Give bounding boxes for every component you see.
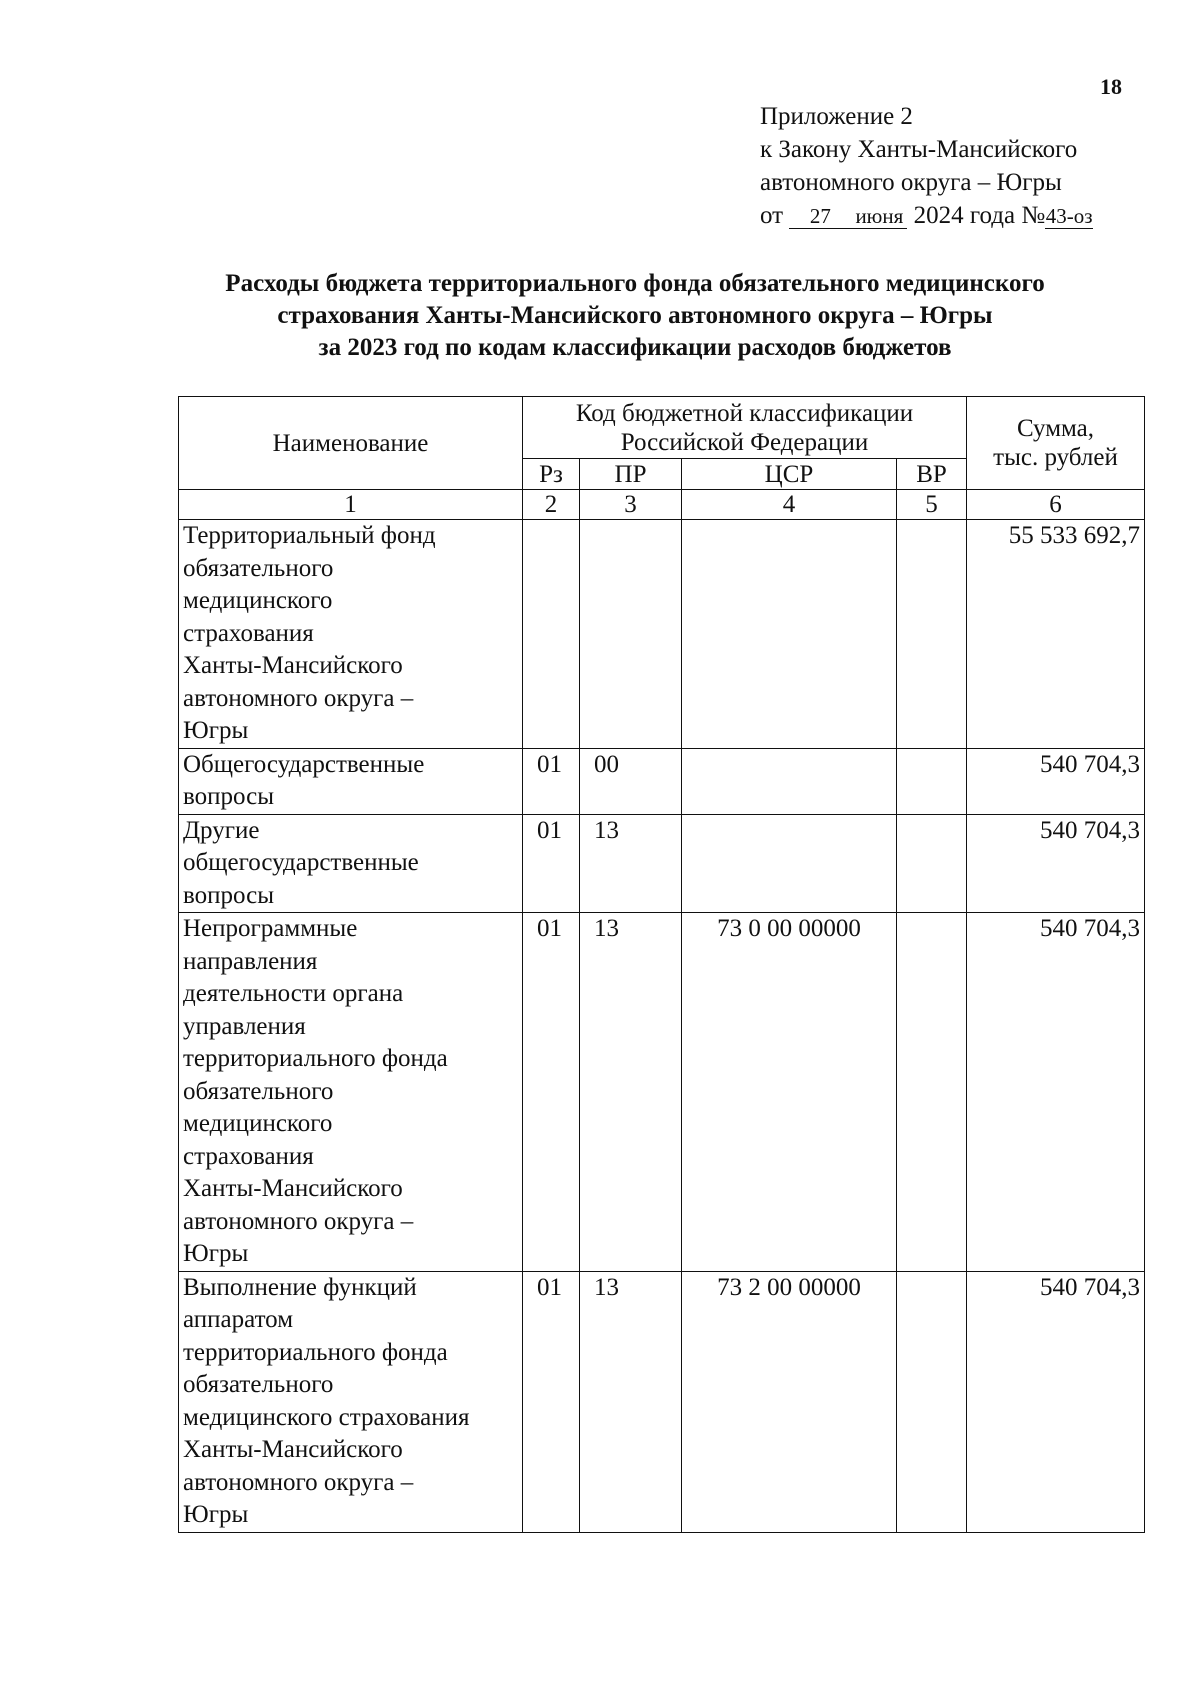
row-pr: 00 — [580, 748, 682, 814]
column-number-3: 3 — [580, 490, 682, 520]
header-vr: ВР — [897, 459, 967, 490]
row-name-line: Территориальный фонд — [183, 522, 436, 549]
row-name-line: медицинского — [183, 587, 333, 614]
row-name-line: страхования — [183, 619, 314, 647]
table-row — [179, 814, 1145, 913]
row-rz: 01 — [523, 814, 580, 913]
column-number-5: 5 — [897, 490, 967, 520]
page-number: 18 — [1100, 74, 1122, 99]
row-name-line: автономного округа – — [183, 1207, 414, 1235]
row-name-line: Ханты-Мансийского — [183, 652, 403, 679]
appendix-line-2: к Закону Ханты-Мансийского — [760, 136, 1078, 163]
row-name-line: территориального фонда — [183, 1045, 448, 1072]
row-name-line: медицинского страхования — [183, 1403, 470, 1431]
row-vr — [897, 748, 967, 814]
row-csr — [682, 814, 897, 913]
row-name-line: вопросы — [183, 881, 275, 909]
header-name-label: Наименование — [272, 429, 429, 457]
row-pr — [580, 520, 682, 749]
row-name-line: Непрограммные — [183, 915, 358, 942]
header-code-line-2: Российской Федерации — [620, 428, 869, 456]
table-row — [179, 1271, 1145, 1532]
column-number-4: 4 — [682, 490, 897, 520]
header-sum-line-1: Сумма, — [1016, 415, 1095, 442]
row-vr — [897, 1271, 967, 1532]
row-name-line: Югры — [183, 1240, 249, 1267]
table-body — [179, 520, 1145, 1533]
row-rz: 01 — [523, 913, 580, 1272]
header-code-line-1: Код бюджетной классификации — [575, 399, 914, 427]
row-sum: 540 704,3 — [967, 1271, 1145, 1532]
row-rz — [523, 520, 580, 749]
date-day: 27 — [789, 204, 851, 229]
row-name-line: деятельности органа — [183, 980, 404, 1007]
row-sum: 55 533 692,7 — [967, 520, 1145, 749]
row-name-line: медицинского — [183, 1110, 333, 1137]
row-vr — [897, 814, 967, 913]
row-rz: 01 — [523, 1271, 580, 1532]
row-name-line: Общегосударственные — [183, 750, 425, 778]
row-csr: 73 2 00 00000 — [682, 1271, 897, 1532]
appendix-block — [760, 100, 1093, 232]
row-name-line: Ханты-Мансийского — [183, 1175, 403, 1202]
row-sum: 540 704,3 — [967, 913, 1145, 1272]
row-name-line: автономного округа – — [183, 1468, 414, 1496]
row-pr: 13 — [580, 1271, 682, 1532]
row-name-line: автономного округа – — [183, 684, 414, 712]
title-line-1: Расходы бюджета территориального фонда обязательного медицинского — [225, 270, 1045, 297]
row-name-line: обязательного — [183, 554, 334, 582]
law-number: 43-оз — [1045, 204, 1093, 228]
row-name-line: Ханты-Мансийского — [183, 1436, 403, 1463]
column-number-6: 6 — [967, 490, 1145, 520]
row-rz: 01 — [523, 748, 580, 814]
row-name — [179, 1271, 523, 1532]
row-sum: 540 704,3 — [967, 748, 1145, 814]
row-name — [179, 913, 523, 1272]
row-csr — [682, 748, 897, 814]
row-name-line: общегосударственные — [183, 849, 419, 876]
date-year: 2024 года № — [913, 202, 1046, 229]
row-vr — [897, 913, 967, 1272]
row-name-line: обязательного — [183, 1077, 334, 1105]
appendix-line-1: Приложение 2 — [760, 103, 913, 130]
row-sum: 540 704,3 — [967, 814, 1145, 913]
table-row — [179, 913, 1145, 1272]
row-name — [179, 814, 523, 913]
table-row — [179, 520, 1145, 749]
row-name-line: направления — [183, 947, 318, 975]
document-title — [150, 268, 1120, 364]
appendix-date-line — [760, 199, 1093, 232]
row-name-line: управления — [183, 1012, 306, 1040]
header-csr: ЦСР — [682, 459, 897, 490]
row-name-line: страхования — [183, 1142, 314, 1170]
row-name — [179, 748, 523, 814]
header-rz: Рз — [523, 459, 580, 490]
header-code-group — [523, 397, 967, 459]
row-name-line: Другие — [183, 816, 260, 844]
row-name-line: вопросы — [183, 783, 275, 810]
row-csr: 73 0 00 00000 — [682, 913, 897, 1272]
table-row — [179, 748, 1145, 814]
row-name — [179, 520, 523, 749]
header-sum — [967, 397, 1145, 490]
header-sum-line-2: тыс. рублей — [993, 444, 1118, 471]
title-line-3: за 2023 год по кодам классификации расходов бюджетов — [318, 334, 952, 361]
row-pr: 13 — [580, 913, 682, 1272]
title-line-2: страхования Ханты-Мансийского автономного округа – Югры — [277, 302, 993, 329]
date-month: июня — [851, 204, 907, 229]
date-prefix: от — [760, 202, 784, 229]
column-number-1: 1 — [179, 490, 523, 520]
row-name-line: Югры — [183, 717, 249, 744]
row-csr — [682, 520, 897, 749]
column-number-2: 2 — [523, 490, 580, 520]
row-name-line: аппаратом — [183, 1306, 294, 1333]
row-name-line: обязательного — [183, 1371, 334, 1398]
header-name — [179, 397, 523, 490]
row-vr — [897, 520, 967, 749]
appendix-line-3: автономного округа – Югры — [760, 169, 1062, 196]
row-pr: 13 — [580, 814, 682, 913]
row-name-line: Югры — [183, 1501, 249, 1528]
budget-table — [178, 396, 1145, 1533]
header-pr: ПР — [580, 459, 682, 490]
row-name-line: территориального фонда — [183, 1338, 448, 1366]
row-name-line: Выполнение функций — [183, 1273, 417, 1301]
